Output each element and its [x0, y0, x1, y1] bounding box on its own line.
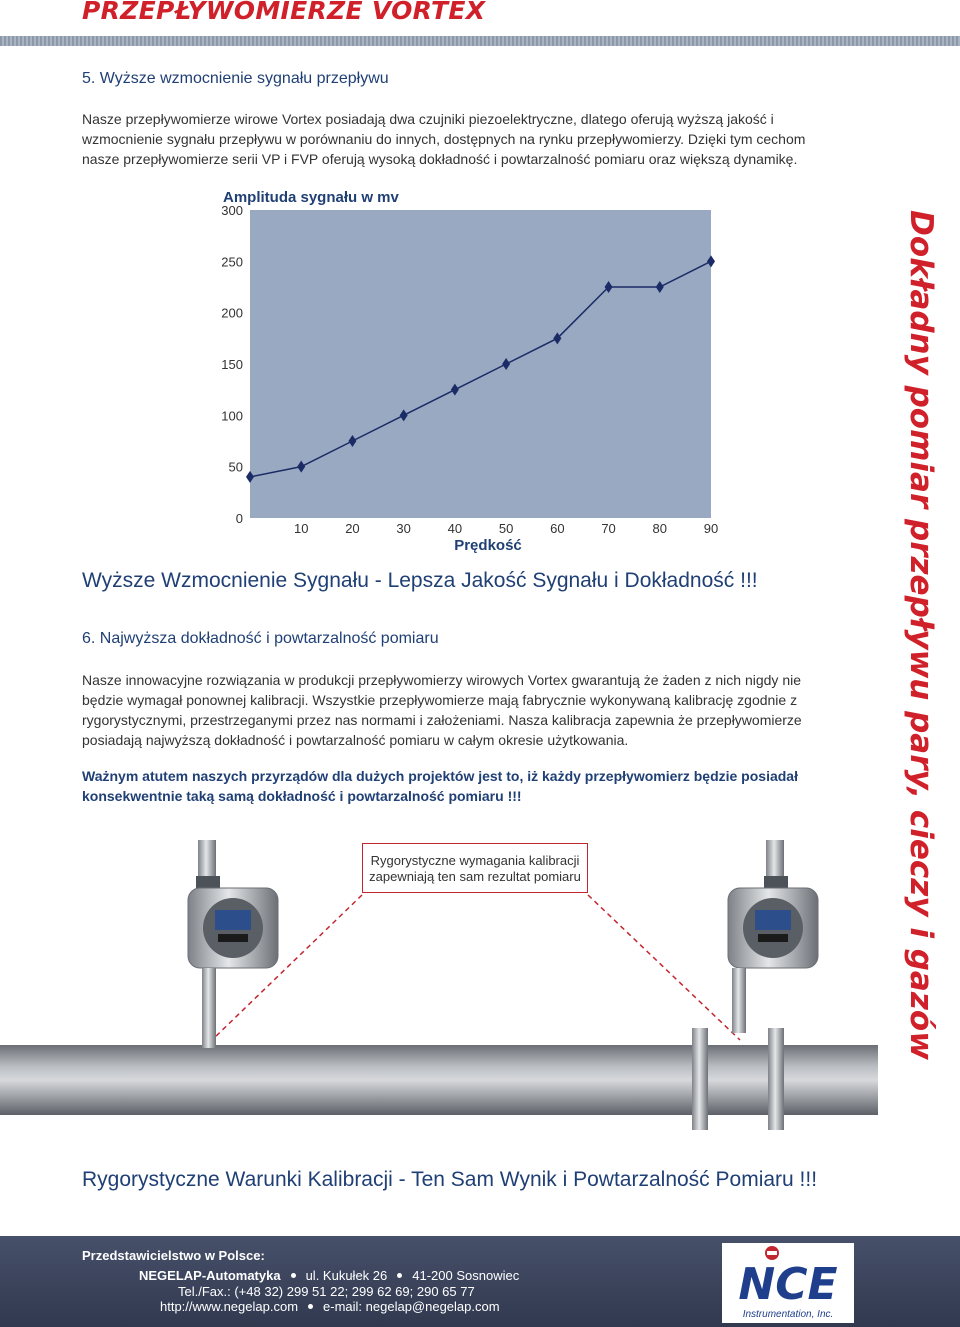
email-link[interactable]: e-mail: negelap@negelap.com: [323, 1299, 500, 1314]
calibration-callout: [362, 843, 588, 893]
x-tick-label: 60: [550, 521, 565, 536]
street: ul. Kukułek 26: [305, 1268, 388, 1283]
x-tick-label: 30: [396, 521, 411, 536]
section6-line: rygorystycznymi, przestrzeganymi przez nas normami i założeniami. Nasza kalibracja zapewnia że przepływomierze: [82, 712, 802, 728]
nce-logo: [722, 1243, 854, 1323]
emphasis-line: konsekwentnie taką samą dokładność i powtarzalność pomiaru !!!: [82, 788, 522, 804]
side-slogan-text: Dokładny pomiar przepływu pary, cieczy i gazów: [903, 210, 939, 1060]
website-link[interactable]: http://www.negelap.com: [160, 1299, 299, 1314]
footer-address: [139, 1268, 519, 1283]
bottom-caption: Rygorystyczne Warunki Kalibracji - Ten Sam Wynik i Powtarzalność Pomiaru !!!: [82, 1168, 818, 1191]
x-tick-label: 90: [703, 521, 719, 536]
section6-heading: 6. Najwyższa dokładność i powtarzalność pomiaru: [82, 630, 439, 647]
section6-text: [82, 670, 872, 750]
x-tick-label: 40: [447, 521, 463, 536]
logo-mark: NCE: [738, 1259, 838, 1310]
chart-title: Amplituda sygnału w mv: [223, 189, 399, 206]
section5-line: Nasze przepływomierze wirowe Vortex posiadają dwa czujniki piezoelektryczne, dlatego oferują wyższą jakość i: [82, 111, 774, 127]
section6-emphasis: [82, 766, 872, 806]
y-tick-label: 150: [221, 357, 243, 372]
section5-line: nasze przepływomierze serii VP i FVP oferują wysoką dokładność i powtarzalność pomiaru oraz większą dynamikę.: [82, 151, 798, 167]
flowmeter-left: [188, 840, 278, 1048]
x-tick-label: 50: [498, 521, 514, 536]
flange: [692, 1028, 708, 1130]
section6-line: Nasze innowacyjne rozwiązania w produkcji przepływomierzy wirowych Vortex gwarantują że żaden z nich nigdy nie: [82, 672, 802, 688]
section5-text: [82, 109, 872, 169]
callout-line: Rygorystyczne wymagania kalibracji: [370, 853, 580, 868]
x-tick-label: 20: [345, 521, 360, 536]
plot-area: [250, 210, 711, 518]
city: 41-200 Sosnowiec: [412, 1268, 520, 1283]
flowmeter-right: [728, 840, 818, 1033]
x-tick-label: 70: [601, 521, 616, 536]
x-tick-label: 10: [293, 521, 309, 536]
document-title: PRZEPŁYWOMIERZE VORTEX: [82, 0, 486, 25]
logo-tagline: Instrumentation, Inc.: [742, 1309, 834, 1320]
footer-contact: [160, 1299, 500, 1314]
callout-line: zapewniają ten sam rezultat pomiaru: [369, 869, 581, 884]
y-tick-label: 0: [235, 511, 243, 526]
footer-phone: Tel./Fax.: (+48 32) 299 51 22; 299 62 69; 290 65 77: [178, 1284, 475, 1299]
y-tick-label: 300: [221, 203, 243, 218]
signal-amplitude-chart: [215, 182, 730, 557]
y-tick-label: 200: [221, 305, 243, 321]
footer-label: Przedstawicielstwo w Polsce:: [82, 1248, 265, 1263]
company-name: NEGELAP-Automatyka: [139, 1268, 281, 1283]
section6-line: posiadają najwyższą dokładność i powtarzalność pomiaru w całym okresie użytkowania.: [82, 732, 629, 748]
section5-heading: 5. Wyższe wzmocnienie sygnału przepływu: [82, 70, 389, 87]
emphasis-line: Ważnym atutem naszych przyrządów dla dużych projektów jest to, iż każdy przepływomierz będzie posiadał: [82, 768, 798, 784]
x-tick-label: 80: [652, 521, 668, 536]
header-rule: [0, 36, 960, 46]
section5-line: wzmocnienie sygnału przepływu w porównaniu do innych, dostępnych na rynku przepływomierzy. Dzięki tym cechom: [82, 131, 806, 147]
section6-line: będzie wymagał ponownej kalibracji. Wszystkie przepływomierze mają fabrycznie wykonywaną kalibrację zgodnie z: [82, 692, 798, 708]
y-tick-label: 250: [221, 254, 243, 270]
y-tick-label: 100: [221, 408, 243, 424]
x-axis-label: Prędkość: [454, 537, 522, 554]
chart-caption: Wyższe Wzmocnienie Sygnału - Lepsza Jakość Sygnału i Dokładność !!!: [82, 569, 758, 592]
side-slogan: [903, 170, 939, 1100]
flange: [768, 1028, 784, 1130]
y-tick-label: 50: [228, 459, 243, 475]
